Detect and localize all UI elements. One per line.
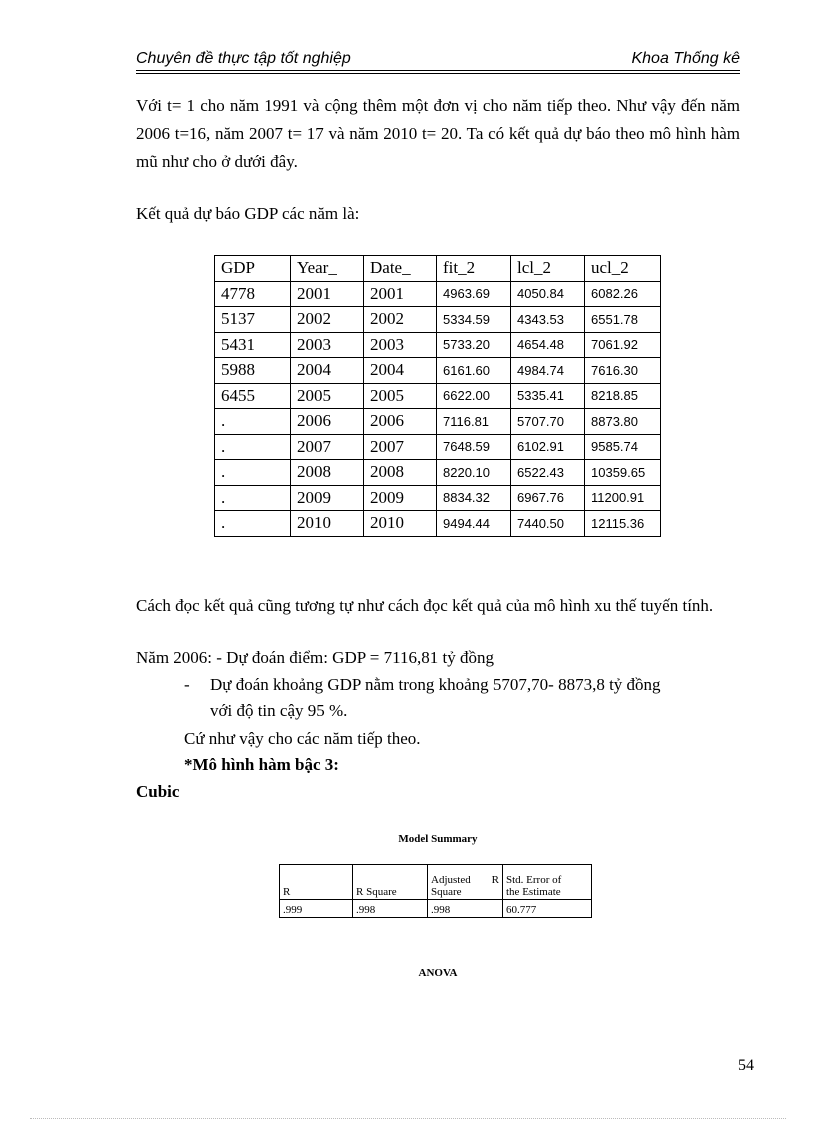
list-dash: -: [184, 675, 190, 694]
column-header: [503, 865, 592, 900]
table-cell: .998: [353, 900, 428, 918]
table-cell: 9494.44: [437, 511, 511, 537]
table-cell: .999: [280, 900, 353, 918]
table-row: [215, 511, 661, 537]
table-cell: .998: [428, 900, 503, 918]
table-cell: 6622.00: [437, 383, 511, 409]
forecast-table: [214, 255, 661, 537]
table-cell: 5988: [215, 358, 291, 384]
table-cell: 8834.32: [437, 485, 511, 511]
column-header: R Square: [353, 865, 428, 900]
table-cell: 6455: [215, 383, 291, 409]
point-forecast: Năm 2006: - Dự đoán điểm: GDP = 7116,81 tỷ đồng: [136, 648, 494, 667]
table-header-row: [280, 865, 592, 900]
table-cell: 2002: [291, 307, 364, 333]
table-cell: 4050.84: [511, 281, 585, 307]
table-cell: 5707.70: [511, 409, 585, 435]
table-cell: 2004: [291, 358, 364, 384]
table-cell: 2008: [291, 460, 364, 486]
table-row: [215, 434, 661, 460]
table-cell: 4984.74: [511, 358, 585, 384]
table-cell: 6082.26: [585, 281, 661, 307]
table-cell: 4778: [215, 281, 291, 307]
table-cell: 2007: [364, 434, 437, 460]
header-text: Square: [431, 886, 462, 898]
table-cell: 6161.60: [437, 358, 511, 384]
table-cell: 7116.81: [437, 409, 511, 435]
header-title-left: Chuyên đề thực tập tốt nghiệp: [136, 50, 351, 67]
table-cell: 5137: [215, 307, 291, 333]
table-cell: 6967.76: [511, 485, 585, 511]
table-cell: .: [215, 511, 291, 537]
reading-note: Cách đọc kết quả cũng tương tự như cách đọc kết quả của mô hình xu thế tuyến tính.: [136, 596, 714, 615]
table-cell: 8873.80: [585, 409, 661, 435]
table-cell: 7061.92: [585, 332, 661, 358]
table-row: [215, 307, 661, 333]
interval-forecast-line2: với độ tin cậy 95 %.: [210, 701, 348, 720]
table-cell: 7648.59: [437, 434, 511, 460]
page-number: 54: [738, 1057, 754, 1074]
model-summary-table: [279, 864, 592, 918]
table-cell: 2001: [364, 281, 437, 307]
model-summary-caption: Model Summary: [398, 833, 478, 845]
column-header: GDP: [215, 256, 291, 282]
table-cell: 5334.59: [437, 307, 511, 333]
header-text: Adjusted: [431, 874, 471, 886]
column-header: lcl_2: [511, 256, 585, 282]
table-cell: 10359.65: [585, 460, 661, 486]
table-cell: 2003: [364, 332, 437, 358]
table-row: [280, 900, 592, 918]
forecast-table-body: [215, 281, 661, 536]
footer-divider: [30, 1118, 786, 1119]
table-cell: 4654.48: [511, 332, 585, 358]
table-header-row: [215, 256, 661, 282]
table-cell: .: [215, 460, 291, 486]
column-header: ucl_2: [585, 256, 661, 282]
table-cell: 5733.20: [437, 332, 511, 358]
table-row: [215, 485, 661, 511]
table-cell: 2006: [291, 409, 364, 435]
header-title-right: Khoa Thống kê: [631, 50, 740, 67]
table-cell: 60.777: [503, 900, 592, 918]
table-cell: 11200.91: [585, 485, 661, 511]
table-cell: 6522.43: [511, 460, 585, 486]
header-rule: [136, 70, 740, 71]
table-row: [215, 358, 661, 384]
column-header: Date_: [364, 256, 437, 282]
table-row: [215, 409, 661, 435]
table-cell: 6102.91: [511, 434, 585, 460]
table-row: [215, 460, 661, 486]
header-text: R: [491, 874, 499, 886]
table-cell: 2005: [291, 383, 364, 409]
table-cell: 5431: [215, 332, 291, 358]
cubic-label: Cubic: [136, 782, 180, 801]
table-cell: 2009: [364, 485, 437, 511]
interval-forecast-line1: Dự đoán khoảng GDP nằm trong khoảng 5707,70- 8873,8 tỷ đồng: [210, 675, 661, 694]
table-cell: 6551.78: [585, 307, 661, 333]
table-cell: 2004: [364, 358, 437, 384]
table-cell: 2003: [291, 332, 364, 358]
column-header: [428, 865, 503, 900]
cubic-model-heading: *Mô hình hàm bậc 3:: [184, 755, 339, 774]
table-cell: .: [215, 434, 291, 460]
table-cell: 4963.69: [437, 281, 511, 307]
table-cell: 2002: [364, 307, 437, 333]
header-text: Std. Error of: [506, 874, 562, 886]
table-cell: 7440.50: [511, 511, 585, 537]
table-row: [215, 332, 661, 358]
table-cell: .: [215, 409, 291, 435]
continue-note: Cứ như vậy cho các năm tiếp theo.: [184, 729, 421, 748]
table-cell: 12115.36: [585, 511, 661, 537]
table-cell: 8218.85: [585, 383, 661, 409]
table-row: [215, 281, 661, 307]
table-cell: 2008: [364, 460, 437, 486]
column-header: Year_: [291, 256, 364, 282]
column-header: R: [280, 865, 353, 900]
table-cell: 2007: [291, 434, 364, 460]
table-cell: 4343.53: [511, 307, 585, 333]
result-heading: Kết quả dự báo GDP các năm là:: [136, 204, 360, 223]
table-cell: 7616.30: [585, 358, 661, 384]
table-cell: 2006: [364, 409, 437, 435]
header-rule: [136, 73, 740, 74]
table-cell: 2010: [291, 511, 364, 537]
intro-paragraph: Với t= 1 cho năm 1991 và cộng thêm một đơn vị cho năm tiếp theo. Như vậy đến năm 2006 t=16, năm 2007 t= 17 và năm 2010 t= 20. Ta có kết quả dự báo theo mô hình hàm mũ như cho ở dưới đây.: [136, 96, 740, 171]
anova-caption: ANOVA: [418, 967, 458, 979]
table-cell: 5335.41: [511, 383, 585, 409]
table-cell: 2005: [364, 383, 437, 409]
table-cell: .: [215, 485, 291, 511]
table-cell: 2001: [291, 281, 364, 307]
table-cell: 2010: [364, 511, 437, 537]
table-row: [215, 383, 661, 409]
column-header: fit_2: [437, 256, 511, 282]
table-cell: 8220.10: [437, 460, 511, 486]
table-cell: 9585.74: [585, 434, 661, 460]
table-cell: 2009: [291, 485, 364, 511]
header-text: the Estimate: [506, 886, 561, 898]
